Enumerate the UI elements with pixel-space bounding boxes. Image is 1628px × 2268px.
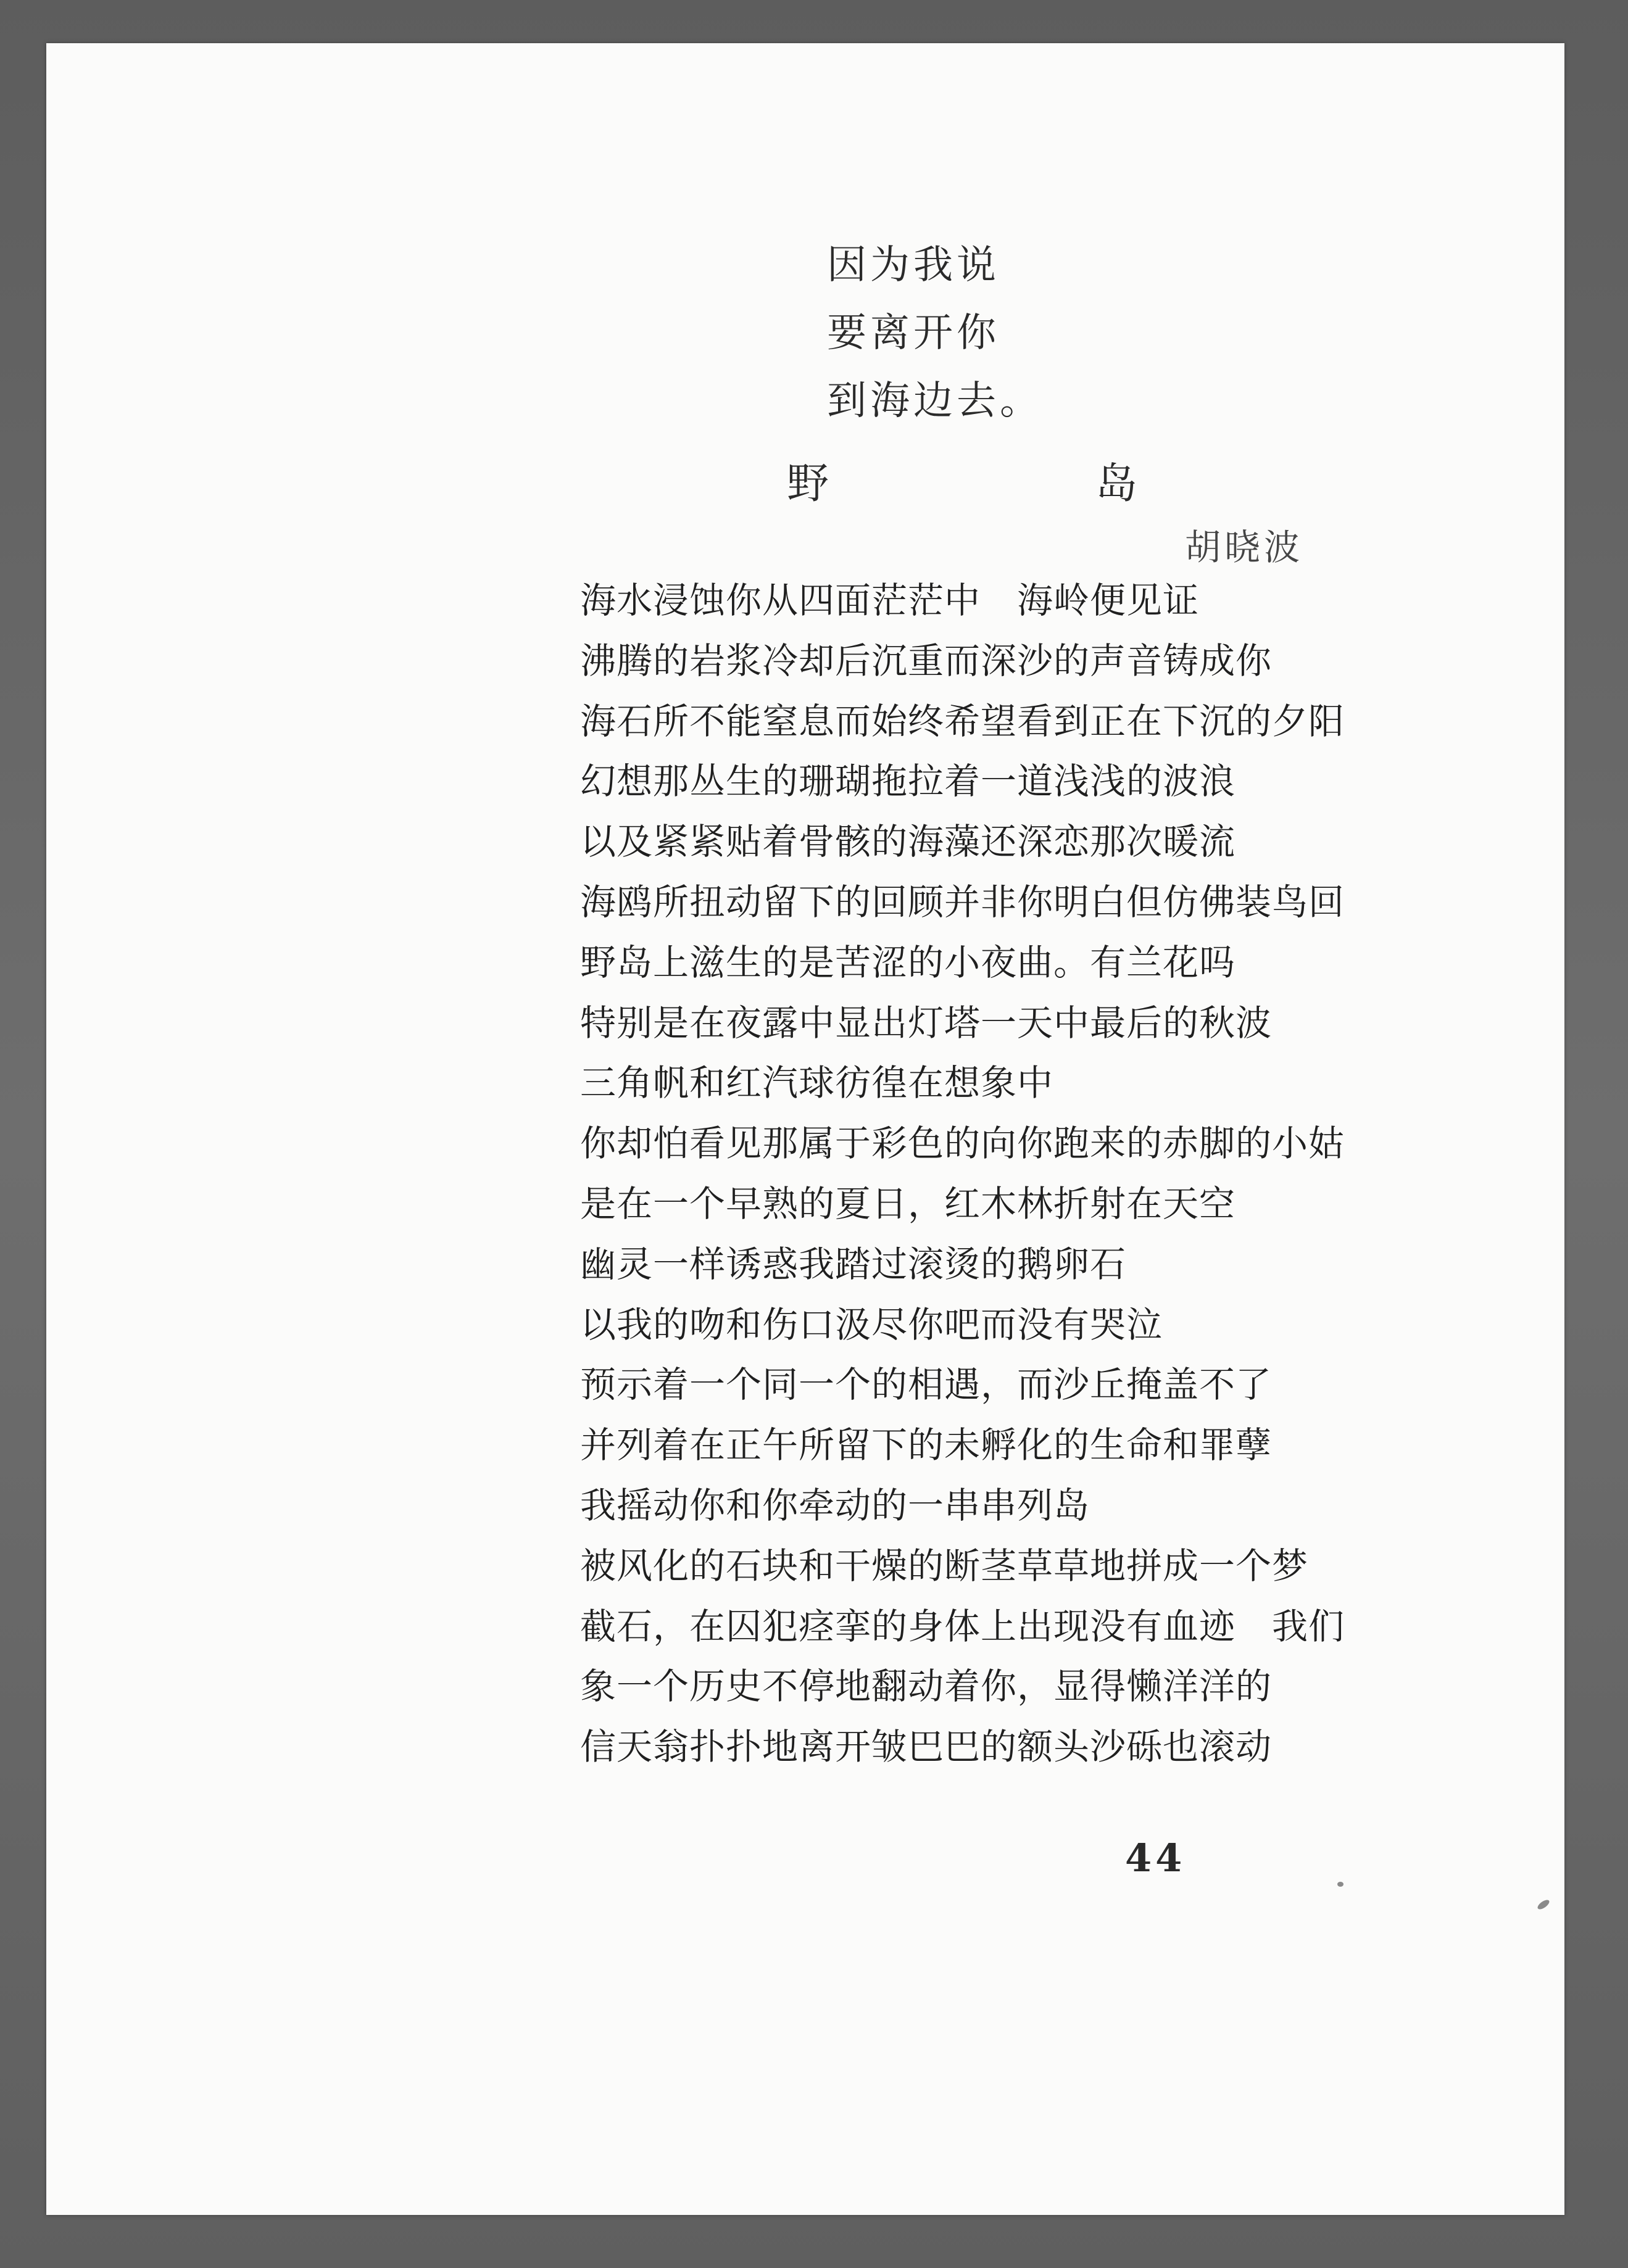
ink-speck (1337, 1882, 1344, 1887)
poem-line: 特别是在夜露中显出灯塔一天中最后的秋波 (580, 1001, 1273, 1044)
previous-poem-line: 到海边去。 (827, 378, 1043, 424)
poem-line: 野岛上滋生的是苦涩的小夜曲。有兰花吗 (580, 941, 1236, 983)
poem-line: 海石所不能窒息而始终希望看到正在下沉的夕阳 (580, 700, 1345, 742)
poem-body (580, 571, 1345, 1778)
poem-line: 沸腾的岩浆冷却后沉重而深沙的声音铸成你 (580, 639, 1273, 682)
page-number: 44 (1125, 1836, 1186, 1881)
poem-line: 象一个历史不停地翻动着你，显得懒洋洋的 (580, 1665, 1273, 1708)
poem-line: 我摇动你和你牵动的一串串列岛 (580, 1484, 1090, 1526)
poem-line: 三角帆和红汽球彷徨在想象中 (580, 1062, 1054, 1104)
ink-speck (1536, 1898, 1551, 1911)
poem-line: 是在一个早熟的夏日，红木林折射在天空 (580, 1182, 1236, 1225)
poem-line: 以及紧紧贴着骨骸的海藻还深恋那次暖流 (580, 821, 1236, 863)
poem-line: 预示着一个同一个的相遇，而沙丘掩盖不了 (580, 1364, 1273, 1406)
poem-line: 截石，在囚犯痉挛的身体上出现没有血迹 我们 (580, 1605, 1345, 1647)
poem-line: 以我的吻和伤口汲尽你吧而没有哭泣 (580, 1303, 1163, 1346)
poem-line: 你却怕看见那属于彩色的向你跑来的赤脚的小姑 (580, 1122, 1345, 1165)
poem-line: 并列着在正午所留下的未孵化的生命和罪孽 (580, 1424, 1273, 1467)
document-page (46, 43, 1564, 2215)
poem-line: 幻想那丛生的珊瑚拖拉着一道浅浅的波浪 (580, 760, 1236, 803)
previous-poem-line: 因为我说 (827, 242, 1000, 288)
poem-title-part1: 野 (787, 460, 829, 508)
poem-line: 海水浸蚀你从四面茫茫中 海岭便见证 (580, 579, 1200, 621)
poem-title-part2: 岛 (1095, 460, 1138, 508)
poem-line: 被风化的石块和干燥的断茎草草地拼成一个梦 (580, 1544, 1309, 1587)
poem-line: 海鸥所扭动留下的回顾并非你明白但仿佛装鸟回 (580, 880, 1345, 923)
previous-poem-ending (827, 231, 1043, 435)
poem-author: 胡晓波 (1185, 526, 1304, 568)
previous-poem-line: 要离开你 (827, 310, 1000, 356)
poem-line: 幽灵一样诱惑我踏过滚烫的鹅卵石 (580, 1243, 1127, 1285)
poem-line: 信天翁扑扑地离开皱巴巴的额头沙砾也滚动 (580, 1726, 1273, 1768)
